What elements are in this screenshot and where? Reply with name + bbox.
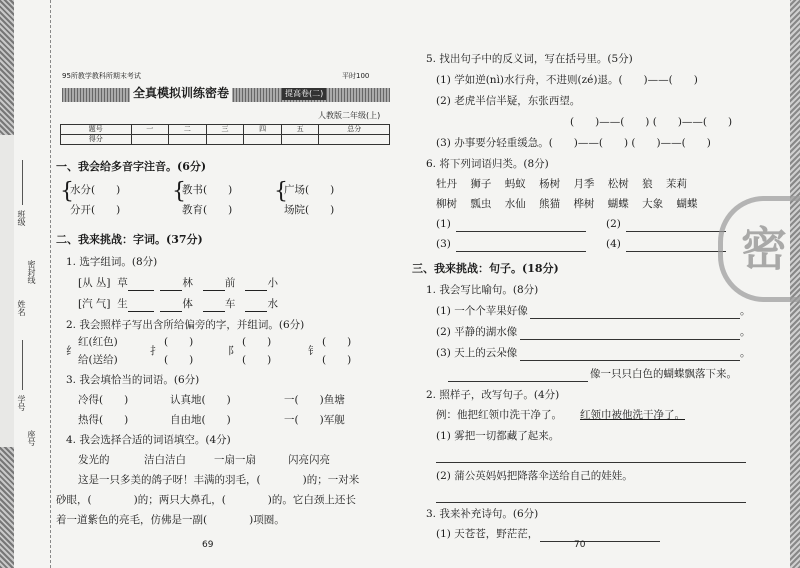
page-number-69: 69	[202, 540, 214, 550]
radical-1: 扌	[150, 345, 161, 357]
binding-label-id: 学号	[17, 395, 26, 411]
q2-1-title: 1. 选字组词。(8分)	[66, 256, 158, 268]
choose-row-1: [从 丛] 草 林 前 小	[78, 277, 278, 289]
q2-4-title: 4. 我会选择合适的词语填空。(4分)	[66, 434, 231, 446]
section-3-title: 三、我来挑战：句子。(18分)	[412, 262, 559, 275]
passage-line-2: 砂眼，( )的；两只大鼻孔，( )的。它白颈上还长	[56, 494, 356, 506]
binding-label-name: 姓名	[17, 300, 26, 316]
choose-row-2: [汽 气] 生 体 车 水	[78, 298, 278, 310]
score-total: 平时100	[342, 72, 370, 80]
paper-badge: 提高卷(二)	[282, 88, 326, 100]
q2-3-title: 3. 我会填恰当的词语。(6分)	[66, 374, 200, 386]
q5-title: 5. 找出句子中的反义词，写在括号里。(5分)	[426, 53, 633, 65]
paper-title: 全真模拟训练密卷	[130, 86, 232, 102]
page-70: 5. 找出句子中的反义词，写在括号里。(5分) (1) 学如逆(nì)水行舟，不进则(zé)退。( )——( ) (2) 老虎半信半疑，东张西望。 ( )——( ) ( )——( ) (3) 办事要分轻重缓急。( )——( ) ( )——( ) 6. 将下列词语归类。(8分) 牡丹 狮子 蚂蚁 杨树 月季 松树 狼 茉莉 柳树 瓢虫 水仙 熊猫 桦树 蝴蝶 大象 蝴蝶 (1) (2) (3) (4) 三、我来挑战：句子。(18分) 1. 我会写比喻句。(8分) (1) 一个个苹果好像 。 (2) 平静的湖水像 。 (3) 天上的云朵像 。 像一只只白色的蝴蝶飘落下来。 2. 照样子，改写句子。(4分) 例：他把红领巾洗干净了。 红领巾被他洗干净了。 (1) 雾把一切都藏了起来。 (2) 蒲公英妈妈把降落伞送给自己的娃娃。 3. 我来补充诗句。(6分) (1) 天苍苍，野茫茫， 70	[412, 53, 751, 550]
header-top: 95所教学教科所期末考试	[62, 72, 141, 80]
left-scan-edge	[0, 0, 14, 568]
section-2-title: 二、我来挑战：字词。(37分)	[56, 233, 203, 246]
passage-line-1: 这是一只多美的鸽子呀！丰满的羽毛，( )的；一对米	[78, 474, 360, 486]
passage-line-3: 着一道紫色的亮毛，仿佛是一副( )项圈。	[56, 514, 285, 526]
poly-2a: 教书( )	[182, 184, 233, 196]
example-radical: 纟	[66, 345, 77, 357]
binding-margin	[14, 0, 51, 568]
binding-label-seal: 密封线	[27, 260, 36, 284]
section-1-title: 一、我会给多音字注音。(6分)	[56, 160, 207, 173]
poly-1a: 水分( )	[70, 184, 121, 196]
example-2: 给(送给)	[78, 354, 118, 366]
binding-label-seat: 座号	[27, 430, 36, 446]
q6-row-2: 柳树 瓢虫 水仙 熊猫 桦树 蝴蝶 大象 蝴蝶	[436, 198, 698, 210]
poly-2b: 教育( )	[182, 204, 233, 216]
score-table: 题号 一 二 三 四 五 总分 得分	[60, 124, 390, 145]
secret-stamp: 密	[718, 196, 800, 302]
radical-3: 钅	[308, 345, 319, 357]
q6-row-1: 牡丹 狮子 蚂蚁 杨树 月季 松树 狼 茉莉	[436, 178, 688, 190]
grade-label: 人教版二年级(上)	[318, 111, 381, 120]
page-number-70: 70	[574, 540, 586, 550]
binding-label-class: 班级	[17, 210, 26, 226]
page-69: 95所教学教科所期末考试 平时100 全真模拟训练密卷 提高卷(二) 人教版二年级(上) 题号 一 二 三 四 五 总分 得分 一、我会给多音字注音。(6分) { 水分( ) 分开( ) { 教书( ) 教育( ) { 广场( ) 场院( ) 二、我来挑战：字词。(37分) 1. 选字组词。(8分) [从 丛] 草 林 前 小 [汽 气] 生 体 车 水 2. 我会照样子写出含所给偏旁的字，并组词。(6分) 纟 红(红色) 给(送给) 扌 ( ) ( ) 阝 ( ) ( ) 钅 ( ) ( ) 3. 我会填恰当的词语。(6分) 冷得( ) 认真地( ) 一( )鱼塘 热得( ) 自由地( ) 一( )军舰 4. 我会选择合适的词语填空。(4分) 发光的 洁白洁白 一扇一扇 闪亮闪亮 这是一只多美的鸽子呀！丰满的羽毛，( )的；一对米 砂眼，( )的；两只大鼻孔，( )的。它白颈上还长 着一道紫色的亮毛，仿佛是一副( )项圈。 69	[52, 0, 390, 568]
q6-title: 6. 将下列词语归类。(8分)	[426, 158, 549, 170]
poly-3b: 场院( )	[284, 204, 335, 216]
radical-2: 阝	[228, 345, 239, 357]
poly-1b: 分开( )	[70, 204, 121, 216]
example-1: 红(红色)	[78, 336, 118, 348]
poly-3a: 广场( )	[284, 184, 335, 196]
q2-2-title: 2. 我会照样子写出含所给偏旁的字，并组词。(6分)	[66, 319, 305, 331]
